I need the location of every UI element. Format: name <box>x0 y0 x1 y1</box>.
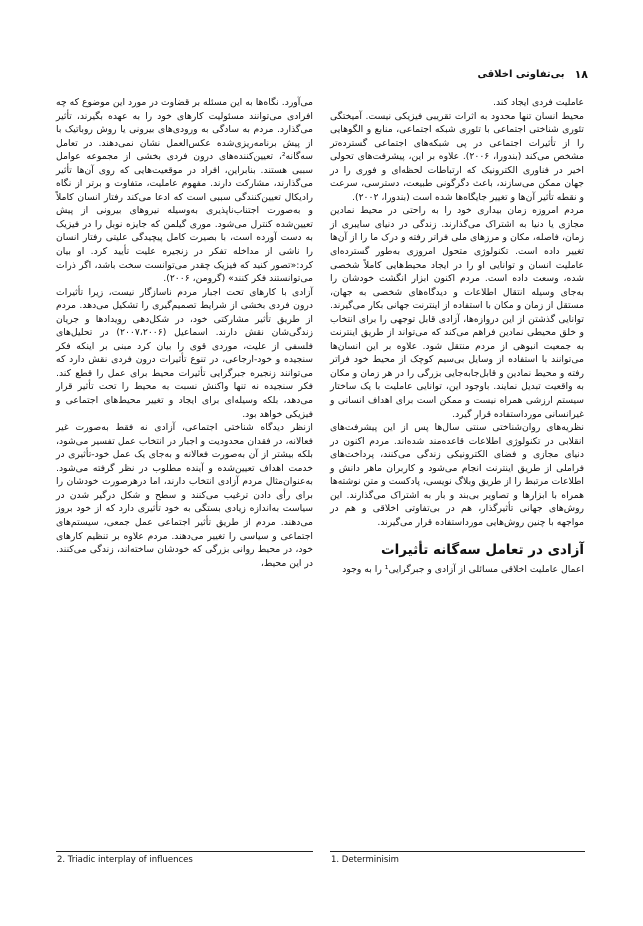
left-column <box>56 96 313 570</box>
page-number: ۱۸ <box>574 67 588 81</box>
paragraph: ازنظر دیدگاه شناختی اجتماعی، آزادی نه فقط به‌صورت غیر فعالانه، در فقدان محدودیت و اجبار در انتخاب عمل تفسیر می‌شود، بلکه بیشتر از آن به‌صورت فعالانه و به‌جای یک عمل خود-تأثیری در خدمت اهداف تعیین‌شده و آینده مطلوب در نظر گرفته می‌شود. به‌عنوان‌مثال مردم آزادی انتخاب دارند، اما درهرصورت خودشان را برای رأی دادن ترغیب می‌کنند و سطح و شکل درگیر شدن در سیاست به‌اندازه زیادی بستگی به خود تأثیری دارد که از خود بروز می‌دهند. مردم از طریق تأثیر اجتماعی عمل جمعی، سیستم‌های اجتماعی و سیاسی را تغییر می‌دهند. مردم علاوه بر تنظیم کارهای خود، در محیط روانی بزرگی که خودشان ساخته‌اند، زندگی می‌کنند. در این محیط، <box>56 422 313 569</box>
footnote: 1. Determinisim <box>331 855 399 865</box>
footnote-divider <box>330 851 585 852</box>
paragraph: نظریه‌های روان‌شناختی سنتی سال‌ها پس از این پیشرفت‌های انقلابی در تکنولوژی اطلاعات قاعده‌مند شده‌اند. مردم اکنون در دنیای مجازی و فضای الکترونیکی زندگی می‌کنند، پرداخت‌های فراملی از طریق اینترنت انجام می‌شود و کاربران ماهر دانش و اطلاعات مرتبط را از طریق وبلاگ نویسی، پادکست و متن نوشته‌ها همراه با ابزارها و تصاویر بی‌بند و بار به اشتراک می‌گذارند. این روش‌های جهانی تأثیرگذار، هم در بی‌تفاوتی اخلاقی و هم در مواجهه با چنین روش‌هایی مورداستفاده قرار می‌گیرند. <box>330 422 584 528</box>
paragraph: اعمال عاملیت اخلاقی مسائلی از آزادی و جبرگرایی¹ را به وجود <box>342 563 584 575</box>
right-column <box>330 96 584 576</box>
page-header <box>330 66 588 82</box>
paragraph: محیط انسان تنها محدود به اثرات تقریبی فیزیکی نیست. آمیختگی تئوری شناختی اجتماعی با تئوری شبکه اجتماعی، منابع و الگوهایی را از تأثیرات اجتماعی در پی شبکه‌های اجتماعی گسترده‌تر مشخص می‌کند (بندورا، ۲۰۰۶). علاوه بر این، پیشرفت‌های تحولی اخیر در فناوری الکترونیک که ارتباطات لحظه‌ای و فوری را در جهان ممکن می‌سازند، باعث دگرگونی طبیعت، دسترسی، سرعت و نقطه تأثیر آن‌ها و تغییر جایگاه‌ها شده است (بندورا، ۲۰۰۲). <box>330 110 585 203</box>
paragraph: می‌آورد. نگاه‌ها به این مسئله بر قضاوت در مورد این موضوع که چه افرادی می‌توانند مسئولیت کارهای خود را به عهده بگیرند، تأثیر می‌گذارد. مردم به سادگی به ورودی‌های بیرونی یا روش روباتیک با از پیش برنامه‌ریزی‌شده عکس‌العمل نشان نمی‌دهند. در تعامل سه‌گانه²، تعیین‌کننده‌های درون فردی بخشی از مجموعه عوامل سببی هستند. بنابراین، افراد در موقعیت‌هایی که روی آن‌ها تأثیر می‌گذارند، مشارکت دارند. مفهوم عاملیت، متفاوت و برتر از نگاه رادیکال تعیین‌کنندگی سببی است که ادعا می‌کند رفتار انسان کاملاً و به‌صورت اجتناب‌ناپذیری به‌وسیله نیروهای بیرونی از پیش تعیین‌شده کنترل می‌شود. موری گیلمن که جایزه نوبل را در فیزیک به دست آورده است، با بصیرت کامل پیچیدگی علیتی رفتار انسان را ناشی از مداخله تفکر در زنجیره علیت تأیید کرد. او بیان کرد:«تصور کنید که فیزیک چقدر می‌توانست سخت باشد، اگر ذرات می‌توانستند فکر کنند» (گرومن، ۲۰۰۶). <box>56 97 313 285</box>
footnote: 2. Triadic interplay of influences <box>57 855 193 865</box>
footnote-divider <box>56 851 313 852</box>
paragraph: آزادی با کارهای تحت اجبار مردم ناسازگار نیست، زیرا تأثیرات درون فردی بخشی از شرایط تصمیم‌گیری را تشکیل می‌دهد. مردم از طریق تأثیر مشارکتی خود، در شکل‌دهی رویدادها و جریان زندگی‌شان نقش دارند. اسماعیل (۲۰۰۷،۲۰۰۶) در تحلیل‌های فلسفی از علیت، موردی قوی را بیان کرد مبنی بر اینکه فکر سنجیده و خود-ارجاعی، در تنوع تأثیرات درون فردی نقش دارد که می‌توانند زنجیره جبرگرایی تأثیرات محیط برای عمل را قطع کند. فکر سنجیده نه تنها واکنش نسبت به محیط را تحت تأثیر قرار می‌دهد، بلکه وسیله‌ای برای ایجاد و تغییر محیط‌های اجتماعی و فیزیکی خواهد بود. <box>56 286 313 420</box>
running-title: بی‌تفاوتی اخلاقی <box>477 68 565 80</box>
paragraph: عاملیت فردی ایجاد کند. <box>493 97 584 108</box>
paragraph: مردم امروزه زمان بیداری خود را به راحتی در محیط نمادین مجازی یا دنیا به اشتراک می‌گذارند. زندگی در دنیای سایبری از زمان، فاصله، مکان و مرزهای ملی فراتر رفته و درک ما را از آن‌ها تغییر داده است. تکنولوژی متحول امروزی به‌طور گسترده‌ای عاملیت انسان و توانایی او را در ایجاد محیط‌هایی کاملاً شخصی شده، وسعت داده است. مردم اکنون ابزار انگشت خودشان را به‌جای وسیله انتقال اطلاعات و دیدگاه‌های شخصی به جهان، مستقل از زمان و مکان با استفاده از اینترنت جهانی بکار می‌گیرند. توانایی گذشتن از این دروازه‌ها، آزادی قابل توجهی را برای انتخاب و خلق محیطی نمادین فراهم می‌کند که می‌تواند از طریق اینترنت به جمعیت انبوهی از مردم منتقل شود. علاوه بر این انسان‌ها می‌توانند با استفاده از وسایل بی‌سیم کوچک از محیط خود فراتر رفته و محیط نمادین و قابل‌جابه‌جایی بزرگی را در هر زمان و مکان به واقعیت تبدیل نمایند. باوجود این، توانایی عاملیت با یک ساختار سیستم ارزشی همراه نیست و ممکن است برای اهداف انسانی و غیرانسانی مورداستفاده قرار گیرد. <box>330 205 584 420</box>
section-heading: آزادی در تعامل سه‌گانه تأثیرات <box>381 541 584 558</box>
